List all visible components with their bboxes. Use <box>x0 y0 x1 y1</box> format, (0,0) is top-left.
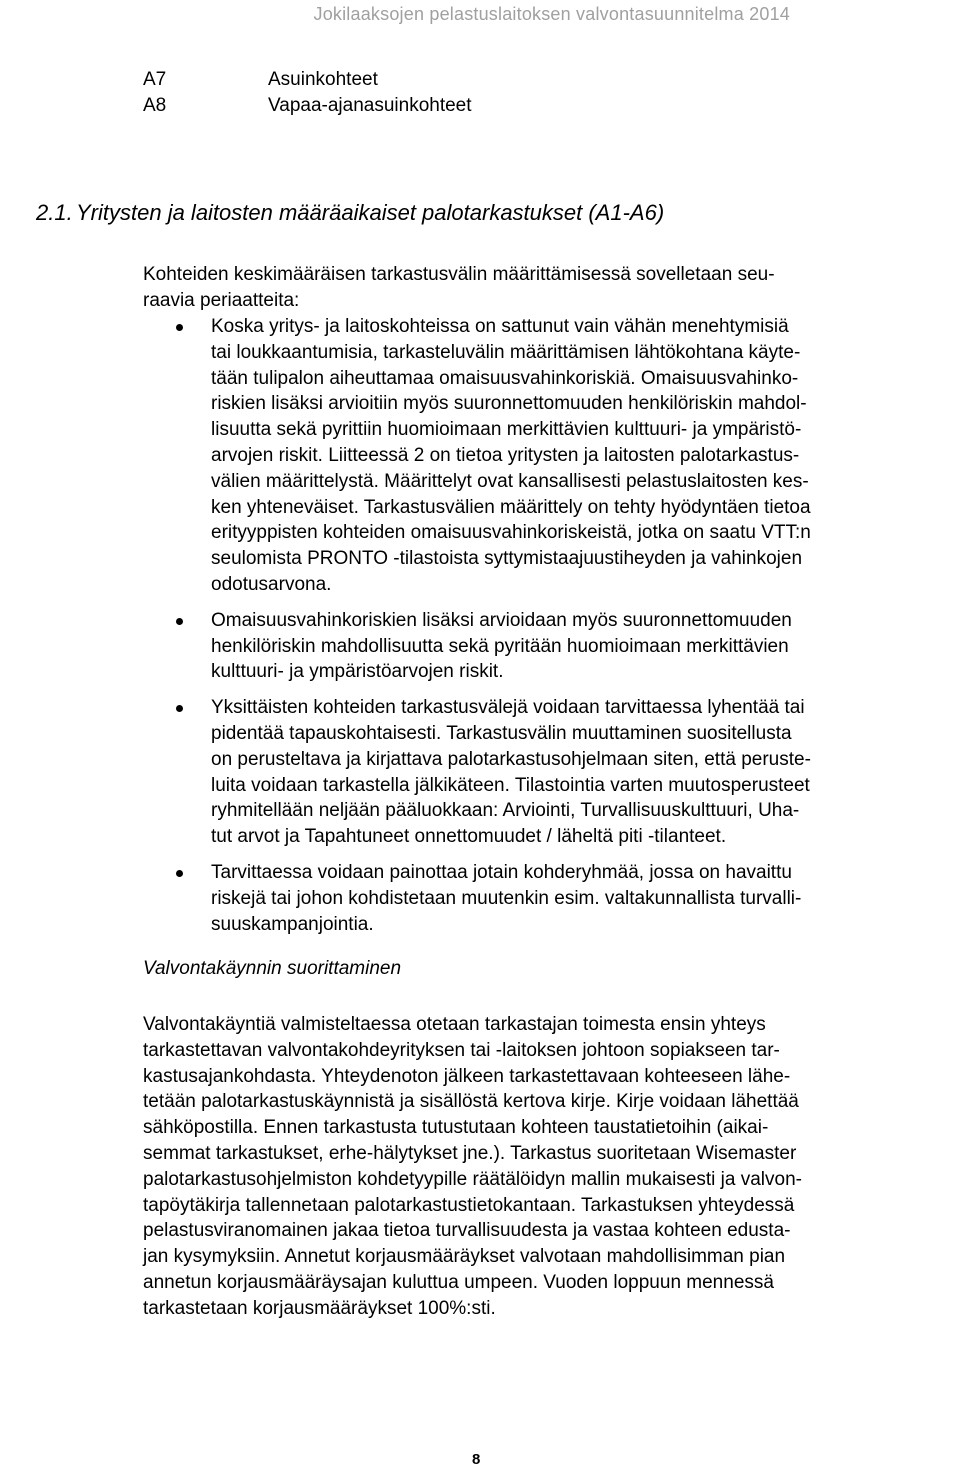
text-line: tai loukkaantumisia, tarkasteluvälin määrittämisen lähtökohtana käyte- <box>211 341 801 363</box>
bullet-icon <box>176 870 183 877</box>
text-line: jan kysymyksiin. Annetut korjausmääräykset valvotaan mahdollisimman pian <box>143 1246 786 1268</box>
text-line: suuskampanjointia. <box>211 913 374 935</box>
bullet-list <box>143 314 943 947</box>
text-line: henkilöriskin mahdollisuutta sekä pyritään huomioimaan merkittävien <box>211 635 789 657</box>
code-label: A8 <box>143 95 167 116</box>
bullet-item <box>143 860 943 937</box>
text-line: tarkastettavan valvontakohdeyrityksen tai -laitoksen johtoon sopiakseen tar- <box>143 1039 780 1061</box>
bullet-icon <box>176 705 183 712</box>
bullet-item <box>143 314 943 598</box>
text-line: tapöytäkirja tallennetaan palotarkastustietokantaan. Tarkastuksen yhteydessä <box>143 1194 795 1216</box>
code-description: Asuinkohteet <box>268 69 378 90</box>
code-label: A7 <box>143 69 167 90</box>
text-line: kulttuuri- ja ympäristöarvojen riskit. <box>211 661 504 683</box>
text-line: Yksittäisten kohteiden tarkastusvälejä voidaan tarvittaessa lyhentää tai <box>211 697 805 719</box>
text-line: tään tulipalon aiheuttamaa omaisuusvahinkoriskiä. Omaisuusvahinko- <box>211 367 799 389</box>
text-line: riskejä tai johon kohdistetaan muutenkin esim. valtakunnallista turvalli- <box>211 887 802 909</box>
text-line: luita voidaan tarkastella jälkikäteen. Tilastointia varten muutosperusteet <box>211 774 810 796</box>
section-heading <box>36 196 664 230</box>
text-line: pidentää tapauskohtaisesti. Tarkastusvälin muuttaminen suositellusta <box>211 722 792 744</box>
text-line: pelastusviranomainen jakaa tietoa turvallisuudesta ja vastaa kohteen edusta- <box>143 1220 791 1242</box>
bullet-item <box>143 695 943 850</box>
section-number: 2.1. <box>36 200 73 225</box>
code-row-a8 <box>143 93 472 119</box>
text-line: palotarkastusohjelmiston kohdetyypille räätälöidyn mallin mukaisesti ja valvon- <box>143 1168 802 1190</box>
text-line: odotusarvona. <box>211 573 332 595</box>
text-line: riskien lisäksi arvioitiin myös suuronnettomuuden henkilöriskin mahdol- <box>211 393 807 415</box>
intro-paragraph <box>143 262 943 314</box>
text-line: sähköpostilla. Ennen tarkastusta tutustutaan kohteen taustatietoihin (aikai- <box>143 1117 769 1139</box>
code-description: Vapaa-ajanasuinkohteet <box>268 95 472 116</box>
text-line: ken yhteneväiset. Tarkastusvälien määrittely on tehty hyödyntäen tietoa <box>211 496 811 518</box>
text-line: erityyppisten kohteiden omaisuusvahinkoriskeistä, jotka on saatu VTT:n <box>211 522 811 544</box>
text-line: on perusteltava ja kirjattava palotarkastusohjelmaan siten, että peruste- <box>211 748 811 770</box>
bullet-item <box>143 608 943 685</box>
text-line: raavia periaatteita: <box>143 289 300 311</box>
code-row-a7 <box>143 67 378 93</box>
text-line: ryhmitellään neljään pääluokkaan: Arviointi, Turvallisuuskulttuuri, Uha- <box>211 800 800 822</box>
text-line: Omaisuusvahinkoriskien lisäksi arvioidaan myös suuronnettomuuden <box>211 609 792 631</box>
text-line: Valvontakäyntiä valmisteltaessa otetaan tarkastajan toimesta ensin yhteys <box>143 1014 766 1035</box>
page-number: 8 <box>472 1451 481 1468</box>
subheading: Valvontakäynnin suorittaminen <box>143 958 402 979</box>
text-line: tarkastetaan korjausmääräykset 100%:sti. <box>143 1297 496 1319</box>
text-line: seulomista PRONTO -tilastoista syttymistaajuustiheyden ja vahinkojen <box>211 548 803 570</box>
text-line: arvojen riskit. Liitteessä 2 on tietoa yritysten ja laitosten palotarkastus- <box>211 444 800 466</box>
text-line: Kohteiden keskimääräisen tarkastusvälin määrittämisessä sovelletaan seu- <box>143 264 775 285</box>
text-line: semmat tarkastukset, erhe-hälytykset jne.). Tarkastus suoritetaan Wisemaster <box>143 1142 797 1164</box>
text-line: tetään palotarkastuskäynnistä ja sisällöstä kertova kirje. Kirje voidaan lähettää <box>143 1091 799 1113</box>
section-title: Yritysten ja laitosten määräaikaiset palotarkastukset (A1-A6) <box>76 200 665 225</box>
text-line: välien määrittelystä. Määrittelyt ovat kansallisesti pelastuslaitosten kes- <box>211 470 809 492</box>
text-line: kastusajankohdasta. Yhteydenoton jälkeen tarkastettavaan kohteeseen lähe- <box>143 1065 791 1087</box>
text-line: Tarvittaessa voidaan painottaa jotain kohderyhmää, jossa on havaittu <box>211 861 792 883</box>
text-line: Koska yritys- ja laitoskohteissa on sattunut vain vähän menehtymisiä <box>211 316 789 337</box>
body-paragraph <box>143 1012 943 1322</box>
text-line: tut arvot ja Tapahtuneet onnettomuudet / läheltä piti -tilanteet. <box>211 826 727 848</box>
text-line: lisuutta sekä pyrittiin huomioimaan merkittävien kulttuuri- ja ympäristö- <box>211 419 802 441</box>
bullet-icon <box>176 324 183 331</box>
running-header: Jokilaaksojen pelastuslaitoksen valvontasuunnitelma 2014 <box>313 4 790 24</box>
bullet-icon <box>176 618 183 625</box>
text-line: annetun korjausmääräysajan kuluttua umpeen. Vuoden loppuun mennessä <box>143 1271 774 1293</box>
